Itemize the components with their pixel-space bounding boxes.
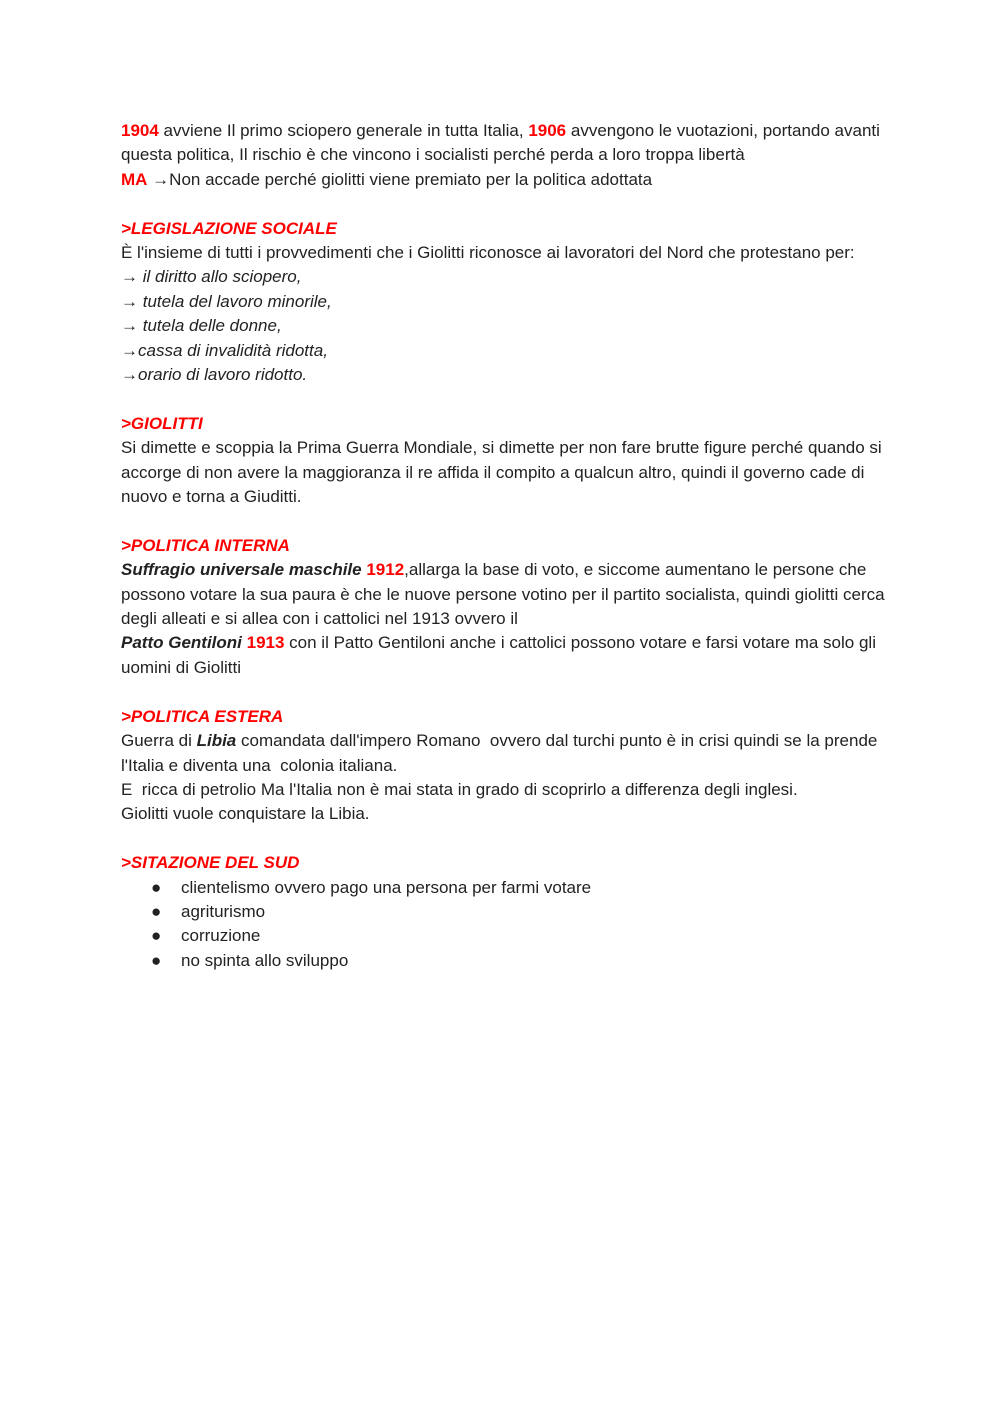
heading-politica-estera: >POLITICA ESTERA: [121, 706, 284, 726]
list-item-text: corruzione: [181, 926, 261, 946]
year-1913: 1913: [241, 633, 285, 653]
term-patto-gentiloni: Patto Gentiloni: [121, 633, 242, 653]
politica-interna-text-2: con il Patto Gentiloni anche i cattolici possono votare e farsi votare ma solo gli uomini di Giolitti: [121, 633, 881, 677]
intro-text-2: avvengono le vuotazioni, portando avanti questa politica, Il rischio è che vincono i socialisti perché perda a loro troppa libertà: [121, 121, 885, 165]
term-libia: Libia: [196, 731, 237, 751]
list-item: [121, 924, 891, 948]
list-item: [121, 876, 891, 900]
list-item-text: no spinta allo sviluppo: [181, 950, 349, 970]
spacer: [121, 680, 891, 704]
legislazione-item: → tutela delle donne,: [121, 316, 282, 336]
legislazione-body: È l'insieme di tutti i provvedimenti che i Giolitti riconosce ai lavoratori del Nord che protestano per:: [121, 243, 855, 263]
ma-line: [121, 168, 891, 192]
politica-estera-text-1: comandata dall'impero Romano ovvero dal turchi punto è in crisi quindi se la prende l'Italia e diventa una colonia italiana.: [121, 731, 883, 775]
politica-estera-line-3: Giolitti vuole conquistare la Libia.: [121, 804, 370, 824]
ma-text: →Non accade perché giolitti viene premiato per la politica adottata: [147, 169, 653, 189]
heading-giolitti: >GIOLITTI: [121, 413, 203, 433]
year-1906: 1906: [528, 121, 567, 140]
spacer: [121, 387, 891, 411]
politica-interna-paragraph-2: [121, 631, 891, 680]
spacer: [121, 192, 891, 216]
politica-estera-line-2: E ricca di petrolio Ma l'Italia non è mai stata in grado di scoprirlo a differenza degli inglesi.: [121, 779, 798, 799]
politica-interna-paragraph-1: [121, 558, 891, 631]
politica-estera-prefix: Guerra di: [121, 731, 197, 751]
spacer: [121, 509, 891, 533]
spacer: [121, 827, 891, 851]
heading-politica-interna: >POLITICA INTERNA: [121, 535, 290, 555]
legislazione-item: →cassa di invalidità ridotta,: [121, 340, 328, 360]
bullet-icon: ●: [151, 877, 162, 897]
bullet-icon: ●: [151, 926, 162, 946]
bullet-icon: ●: [151, 901, 162, 921]
heading-legislazione-sociale: >LEGISLAZIONE SOCIALE: [121, 218, 337, 238]
bullet-icon: ●: [151, 950, 162, 970]
legislazione-item: → il diritto allo sciopero,: [121, 267, 302, 287]
list-item-text: agriturismo: [181, 901, 266, 921]
sud-bullet-list: [121, 876, 891, 974]
list-item-text: clientelismo ovvero pago una persona per farmi votare: [181, 877, 592, 897]
politica-estera-paragraph-1: [121, 729, 891, 778]
intro-text-1: avviene Il primo sciopero generale in tutta Italia,: [158, 121, 529, 140]
legislazione-item: →orario di lavoro ridotto.: [121, 365, 308, 385]
politica-interna-text-1: ,allarga la base di voto, e siccome aumentano le persone che possono votare la sua paura è che le nuove persone votino per il partito socialista, quindi giolitti cerca degli alleati e si allea con i cattolici nel 1913 ovvero il: [121, 560, 890, 629]
list-item: [121, 900, 891, 924]
year-1904: 1904: [121, 121, 159, 140]
term-suffragio: Suffragio universale maschile: [121, 560, 362, 580]
intro-paragraph: [121, 119, 891, 168]
ma-label: MA: [121, 169, 148, 189]
giolitti-body: Si dimette e scoppia la Prima Guerra Mondiale, si dimette per non fare brutte figure perché quando si accorge di non avere la maggioranza il re affida il compito a qualcun altro, quindi il governo cade di nuovo e torna a Giuditti.: [121, 438, 887, 507]
heading-situazione-sud: >SITAZIONE DEL SUD: [121, 853, 300, 873]
document-page: [121, 119, 891, 973]
year-1912: 1912: [361, 560, 405, 580]
list-item: [121, 949, 891, 973]
legislazione-item: → tutela del lavoro minorile,: [121, 291, 332, 311]
